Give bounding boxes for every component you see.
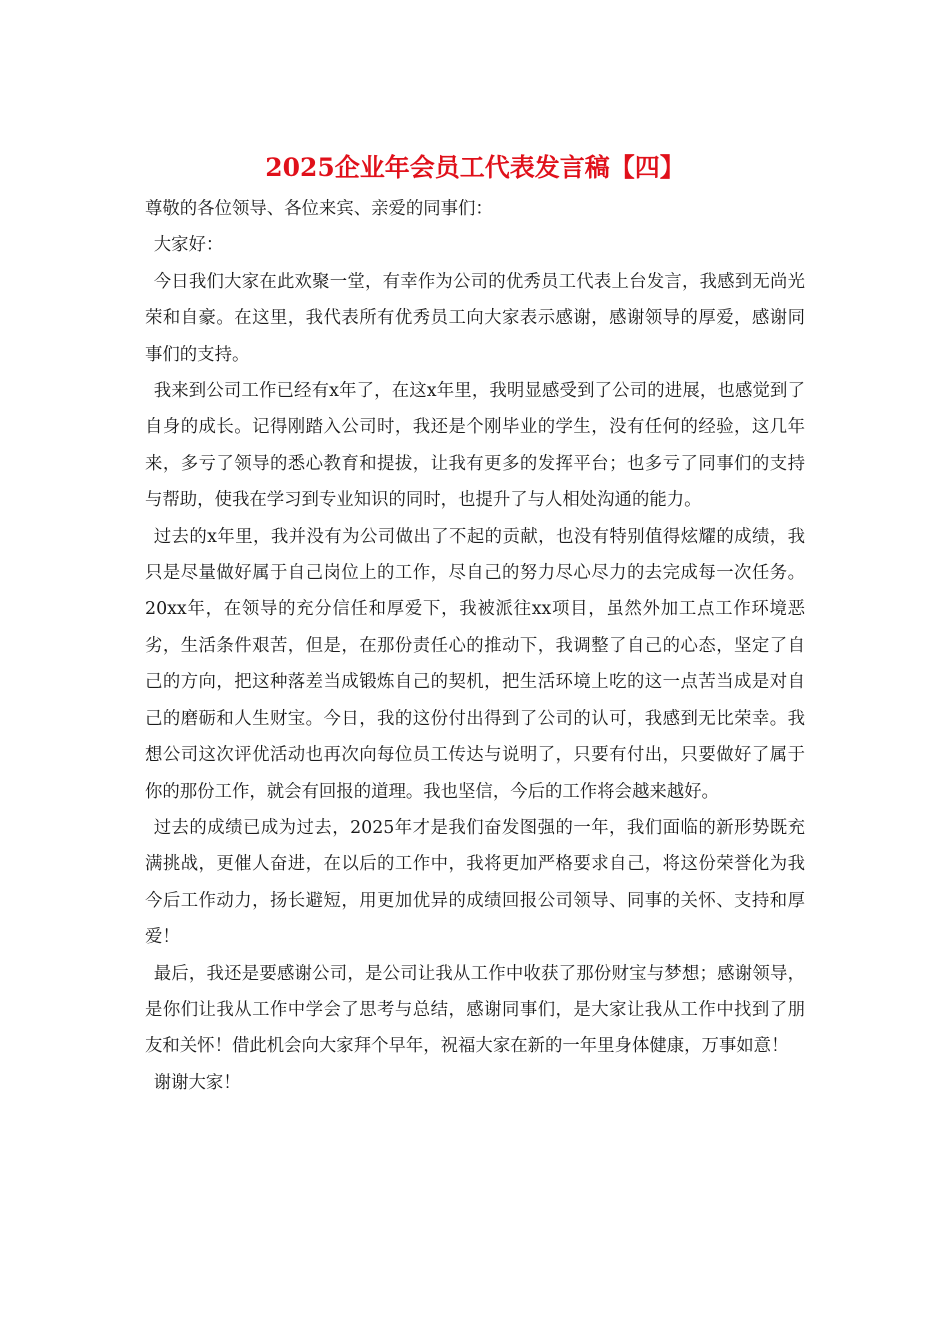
paragraph-4: 过去的成绩已成为过去，2025年才是我们奋发图强的一年，我们面临的新形势既充满挑战，更催人奋进，在以后的工作中，我将更加严格要求自己，将这份荣誉化为我今后工作动力，扬长避短，用更加优异的成绩回报公司领导、同事的关怀、支持和厚爱！: [145, 817, 805, 948]
document-body: [145, 191, 805, 1101]
greeting: 大家好：: [153, 235, 224, 256]
closing: 谢谢大家！: [153, 1072, 241, 1093]
salutation: 尊敬的各位领导、各位来宾、亲爱的同事们：: [145, 199, 493, 219]
paragraph-3: 过去的x年里，我并没有为公司做出了不起的贡献，也没有特别值得炫耀的成绩，我只是尽量做好属于自己岗位上的工作，尽自己的努力尽心尽力的去完成每一次任务。20xx年，在领导的充分信任和厚爱下，我被派往xx项目，虽然外加工点工作环境恶劣，生活条件艰苦，但是，在那份责任心的推动下，我调整了自己的心态，坚定了自己的方向，把这种落差当成锻炼自己的契机，把生活环境上吃的这一点苦当成是对自己的磨砺和人生财宝。今日，我的这份付出得到了公司的认可，我感到无比荣幸。我想公司这次评优活动也再次向每位员工传达与说明了，只要有付出，只要做好了属于你的那份工作，就会有回报的道理。我也坚信，今后的工作将会越来越好。: [145, 526, 805, 802]
paragraph-1: 今日我们大家在此欢聚一堂，有幸作为公司的优秀员工代表上台发言，我感到无尚光荣和自豪。在这里，我代表所有优秀员工向大家表示感谢，感谢领导的厚爱，感谢同事们的支持。: [145, 271, 805, 365]
paragraph-5: 最后，我还是要感谢公司，是公司让我从工作中收获了那份财宝与梦想；感谢领导，是你们让我从工作中学会了思考与总结，感谢同事们，是大家让我从工作中找到了朋友和关怀！借此机会向大家拜个早年，祝福大家在新的一年里身体健康，万事如意！: [145, 963, 805, 1057]
paragraph-2: 我来到公司工作已经有x年了，在这x年里，我明显感受到了公司的进展，也感觉到了自身的成长。记得刚踏入公司时，我还是个刚毕业的学生，没有任何的经验，这几年来，多亏了领导的悉心教育和提拔，让我有更多的发挥平台；也多亏了同事们的支持与帮助，使我在学习到专业知识的同时，也提升了与人相处沟通的能力。: [145, 381, 805, 511]
document-title: 2025企业年会员工代表发言稿【四】: [265, 153, 685, 182]
